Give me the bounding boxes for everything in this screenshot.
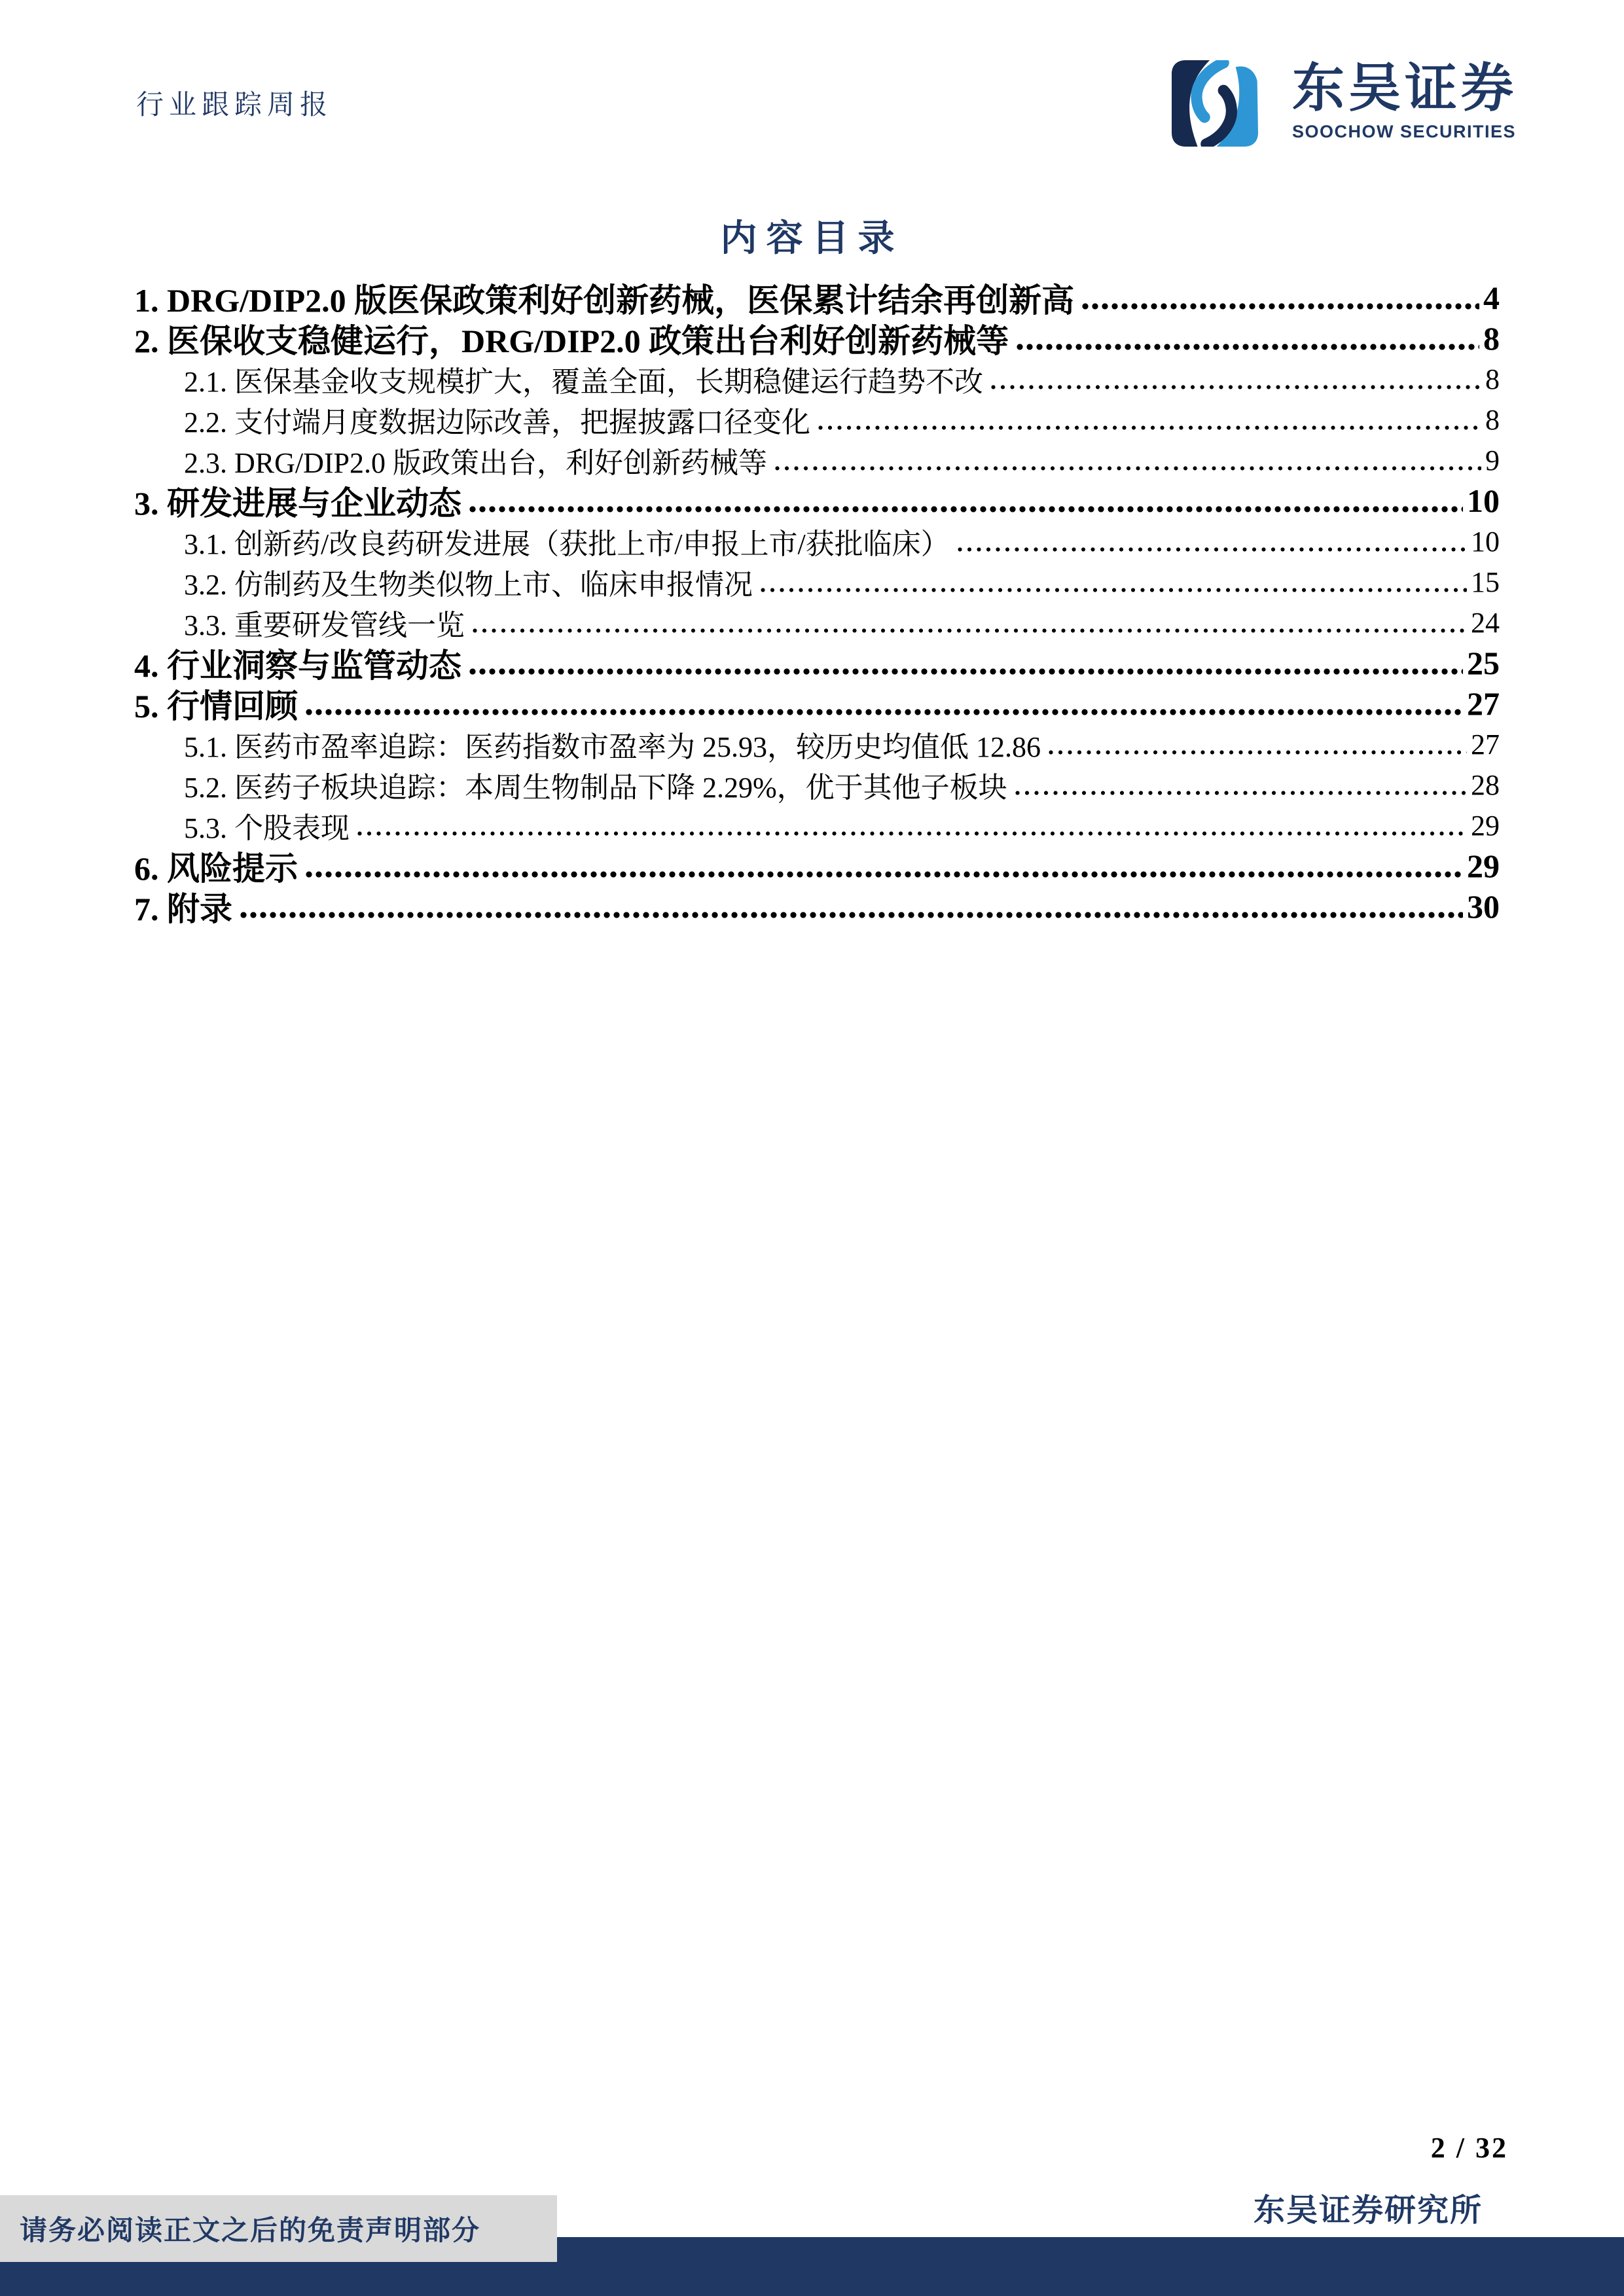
brand-lockup <box>1169 60 1517 147</box>
disclaimer-box <box>0 2195 557 2262</box>
toc-dot-leader <box>958 547 1467 552</box>
toc-entry-title: 1. DRG/DIP2.0 版医保政策利好创新药械，医保累计结余再创新高 <box>134 282 1075 319</box>
toc-entry-title: 2.1. 医保基金收支规模扩大，覆盖全面，长期稳健运行趋势不改 <box>184 366 983 398</box>
toc-entry-3[interactable] <box>134 480 1500 521</box>
toc-page-number: 30 <box>1467 888 1500 925</box>
brand-name-cn: 东吴证券 <box>1292 60 1517 118</box>
toc-entry-2-1[interactable] <box>134 359 1500 399</box>
toc-dot-leader <box>775 466 1481 471</box>
toc-page-number: 8 <box>1483 320 1500 357</box>
toc-entry-3-2[interactable] <box>134 562 1500 602</box>
toc-dot-leader <box>1082 303 1479 310</box>
research-institute-label: 东吴证券研究所 <box>1253 2193 1483 2228</box>
toc-entry-6[interactable] <box>134 846 1500 886</box>
toc-page-number: 15 <box>1471 565 1500 598</box>
toc-entry-2[interactable] <box>134 318 1500 359</box>
toc-entry-title: 3.1. 创新药/改良药研发进展（获批上市/申报上市/获批临床） <box>184 528 950 560</box>
toc-dot-leader <box>473 628 1467 633</box>
toc-entry-3-1[interactable] <box>134 521 1500 562</box>
toc-list <box>134 278 1500 927</box>
toc-entry-title: 4. 行业洞察与监管动态 <box>134 647 461 684</box>
toc-page-number: 29 <box>1467 848 1500 884</box>
toc-entry-title: 5.1. 医药市盈率追踪：医药指数市盈率为 25.93，较历史均值低 12.86 <box>184 731 1041 763</box>
brand-name-en: SOOCHOW SECURITIES <box>1292 122 1517 141</box>
toc-page-number: 4 <box>1483 279 1500 316</box>
toc-page-number: 25 <box>1467 645 1500 681</box>
toc-entry-5-1[interactable] <box>134 724 1500 764</box>
toc-dot-leader <box>357 831 1467 836</box>
toc-entry-2-3[interactable] <box>134 440 1500 480</box>
toc-dot-leader <box>1015 791 1467 795</box>
toc-entry-7[interactable] <box>134 886 1500 927</box>
page-number: 2 / 32 <box>1430 2132 1508 2164</box>
toc-page-number: 29 <box>1471 809 1500 842</box>
toc-entry-5-2[interactable] <box>134 764 1500 805</box>
soochow-logo-icon <box>1169 60 1261 147</box>
toc-entry-1[interactable] <box>134 278 1500 318</box>
toc-entry-title: 2.3. DRG/DIP2.0 版政策出台，利好创新药械等 <box>184 447 768 479</box>
toc-entry-title: 3. 研发进展与企业动态 <box>134 485 461 522</box>
toc-entry-5-3[interactable] <box>134 805 1500 846</box>
toc-dot-leader <box>240 912 1463 918</box>
toc-dot-leader <box>469 668 1463 675</box>
toc-entry-title: 7. 附录 <box>134 891 232 927</box>
toc-entry-title: 5.2. 医药子板块追踪：本周生物制品下降 2.29%，优于其他子板块 <box>184 772 1007 804</box>
toc-dot-leader <box>306 709 1463 715</box>
toc-entry-title: 3.2. 仿制药及生物类似物上市、临床申报情况 <box>184 569 753 601</box>
toc-entry-title: 2. 医保收支稳健运行，DRG/DIP2.0 政策出台利好创新药械等 <box>134 323 1009 359</box>
toc-dot-leader <box>1017 344 1479 350</box>
toc-entry-3-3[interactable] <box>134 602 1500 643</box>
toc-dot-leader <box>306 871 1463 878</box>
toc-page-number: 9 <box>1485 444 1500 476</box>
toc-entry-title: 6. 风险提示 <box>134 850 298 887</box>
toc-dot-leader <box>761 588 1467 592</box>
toc-page-number: 10 <box>1471 525 1500 558</box>
toc-page-number: 27 <box>1467 685 1500 722</box>
brand-text <box>1292 60 1517 142</box>
disclaimer-text: 请务必阅读正文之后的免责声明部分 <box>20 2216 481 2246</box>
toc-page-number: 28 <box>1471 768 1500 801</box>
toc-page-number: 27 <box>1471 728 1500 761</box>
toc-entry-title: 5.3. 个股表现 <box>184 812 350 844</box>
toc-dot-leader <box>991 385 1481 389</box>
toc-entry-4[interactable] <box>134 643 1500 683</box>
toc-entry-title: 3.3. 重要研发管线一览 <box>184 609 465 641</box>
toc-entry-5[interactable] <box>134 683 1500 724</box>
report-type-label: 行业跟踪周报 <box>136 90 333 120</box>
toc-entry-2-2[interactable] <box>134 399 1500 440</box>
toc-title: 内容目录 <box>720 219 904 259</box>
toc-page-number: 10 <box>1467 482 1500 519</box>
toc-page-number: 24 <box>1471 606 1500 639</box>
toc-dot-leader <box>1049 750 1467 755</box>
toc-entry-title: 5. 行情回顾 <box>134 688 298 725</box>
toc-dot-leader <box>469 506 1463 512</box>
toc-page-number: 8 <box>1485 403 1500 436</box>
toc-page-number: 8 <box>1485 363 1500 395</box>
toc-dot-leader <box>818 425 1481 430</box>
toc-entry-title: 2.2. 支付端月度数据边际改善，把握披露口径变化 <box>184 406 810 439</box>
